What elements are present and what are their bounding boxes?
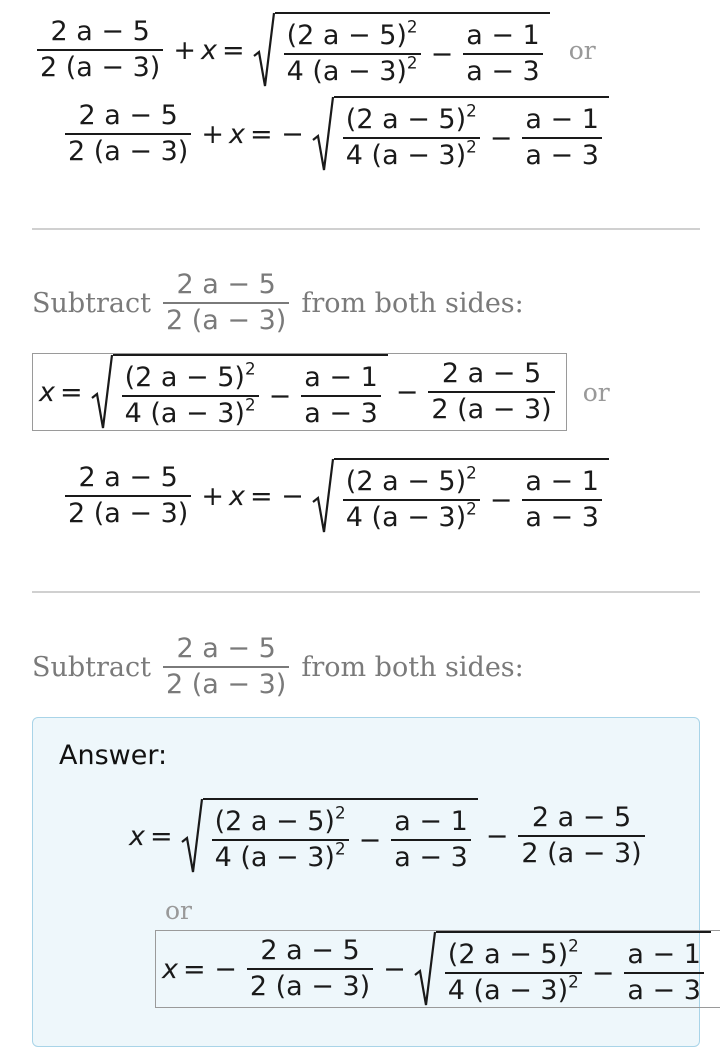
fraction: $\frac{2 a - 5}{2 (a - 3)}$ bbox=[37, 17, 163, 83]
square-root bbox=[414, 931, 711, 1007]
fraction: $\frac{2 a - 5}{2 (a - 3)}$ bbox=[163, 270, 289, 336]
fraction: $\frac{2 a - 5}{2 (a - 3)}$ bbox=[428, 359, 554, 425]
square-root bbox=[253, 12, 550, 88]
operator: = bbox=[59, 376, 83, 408]
fraction: $\frac{2 a - 5}{2 (a - 3)}$ bbox=[163, 634, 289, 700]
divider bbox=[32, 228, 700, 230]
answer-solution-2 bbox=[155, 930, 720, 1008]
square-root bbox=[312, 458, 609, 534]
divider bbox=[32, 591, 700, 593]
radical-sign-icon bbox=[312, 96, 334, 172]
variable: x bbox=[200, 34, 217, 66]
fraction: $\frac{(2 a - 5)^2}{4 (a - 3)^2}$ bbox=[343, 105, 480, 171]
operator: − bbox=[395, 376, 419, 408]
variable: x bbox=[228, 480, 245, 512]
fraction: $\frac{2 a - 5}{2 (a - 3)}$ bbox=[518, 803, 644, 869]
fraction: $\frac{2 a - 5}{2 (a - 3)}$ bbox=[247, 936, 373, 1002]
variable: x bbox=[39, 376, 55, 408]
answer-solution-1 bbox=[129, 798, 650, 874]
variable: x bbox=[162, 953, 178, 985]
variable: x bbox=[228, 118, 245, 150]
operator: = bbox=[221, 34, 245, 66]
highlighted-result bbox=[155, 930, 720, 1008]
fraction: $\frac{a - 1}{a - 3}$ bbox=[624, 940, 704, 1006]
fraction: $\frac{(2 a - 5)^2}{4 (a - 3)^2}$ bbox=[122, 363, 259, 429]
fraction: $\frac{a - 1}{a - 3}$ bbox=[522, 105, 602, 171]
fraction: $\frac{a - 1}{a - 3}$ bbox=[301, 363, 381, 429]
radical-sign-icon bbox=[312, 458, 334, 534]
variable: x bbox=[129, 820, 145, 852]
radical-sign-icon bbox=[414, 931, 436, 1007]
equation-line-4 bbox=[60, 458, 612, 534]
fraction: $\frac{(2 a - 5)^2}{4 (a - 3)^2}$ bbox=[343, 467, 480, 533]
operator: − bbox=[358, 824, 382, 856]
operator: + bbox=[201, 480, 224, 512]
or-connector: or bbox=[568, 35, 596, 65]
or-connector: or bbox=[582, 377, 610, 407]
operator: − bbox=[591, 957, 615, 989]
operator: = − bbox=[249, 480, 304, 512]
answer-label: Answer: bbox=[59, 740, 168, 771]
fraction: $\frac{(2 a - 5)^2}{4 (a - 3)^2}$ bbox=[212, 807, 349, 873]
operator: − bbox=[430, 38, 454, 70]
step-instruction-2: Subtract $\frac{2 a - 5}{2 (a - 3)}$ from both sides: bbox=[32, 633, 524, 701]
answer-panel bbox=[32, 717, 700, 1047]
fraction: $\frac{2 a - 5}{2 (a - 3)}$ bbox=[65, 101, 191, 167]
operator: + bbox=[201, 118, 224, 150]
operator: − bbox=[489, 484, 513, 516]
operator: + bbox=[173, 34, 196, 66]
square-root bbox=[312, 96, 609, 172]
fraction: $\frac{(2 a - 5)^2}{4 (a - 3)^2}$ bbox=[284, 21, 421, 87]
highlighted-result bbox=[32, 353, 567, 431]
square-root bbox=[181, 798, 478, 874]
operator: = − bbox=[249, 118, 304, 150]
fraction: $\frac{a - 1}{a - 3}$ bbox=[463, 21, 543, 87]
operator: = − bbox=[182, 953, 237, 985]
operator: − bbox=[268, 380, 292, 412]
square-root bbox=[91, 354, 388, 430]
operator: − bbox=[485, 820, 509, 852]
fraction: $\frac{2 a - 5}{2 (a - 3)}$ bbox=[65, 463, 191, 529]
operator: − bbox=[489, 122, 513, 154]
or-connector: or bbox=[165, 896, 193, 925]
equation-line-2 bbox=[60, 96, 612, 172]
equation-line-3 bbox=[32, 353, 610, 431]
operator: − bbox=[383, 953, 406, 985]
fraction: $\frac{(2 a - 5)^2}{4 (a - 3)^2}$ bbox=[445, 940, 582, 1006]
fraction: $\frac{a - 1}{a - 3}$ bbox=[522, 467, 602, 533]
fraction: $\frac{a - 1}{a - 3}$ bbox=[391, 807, 471, 873]
radical-sign-icon bbox=[91, 354, 113, 430]
radical-sign-icon bbox=[181, 798, 203, 874]
radical-sign-icon bbox=[253, 12, 275, 88]
operator: = bbox=[149, 820, 173, 852]
step-instruction-1: Subtract $\frac{2 a - 5}{2 (a - 3)}$ from both sides: bbox=[32, 269, 524, 337]
equation-line-1 bbox=[32, 12, 596, 88]
